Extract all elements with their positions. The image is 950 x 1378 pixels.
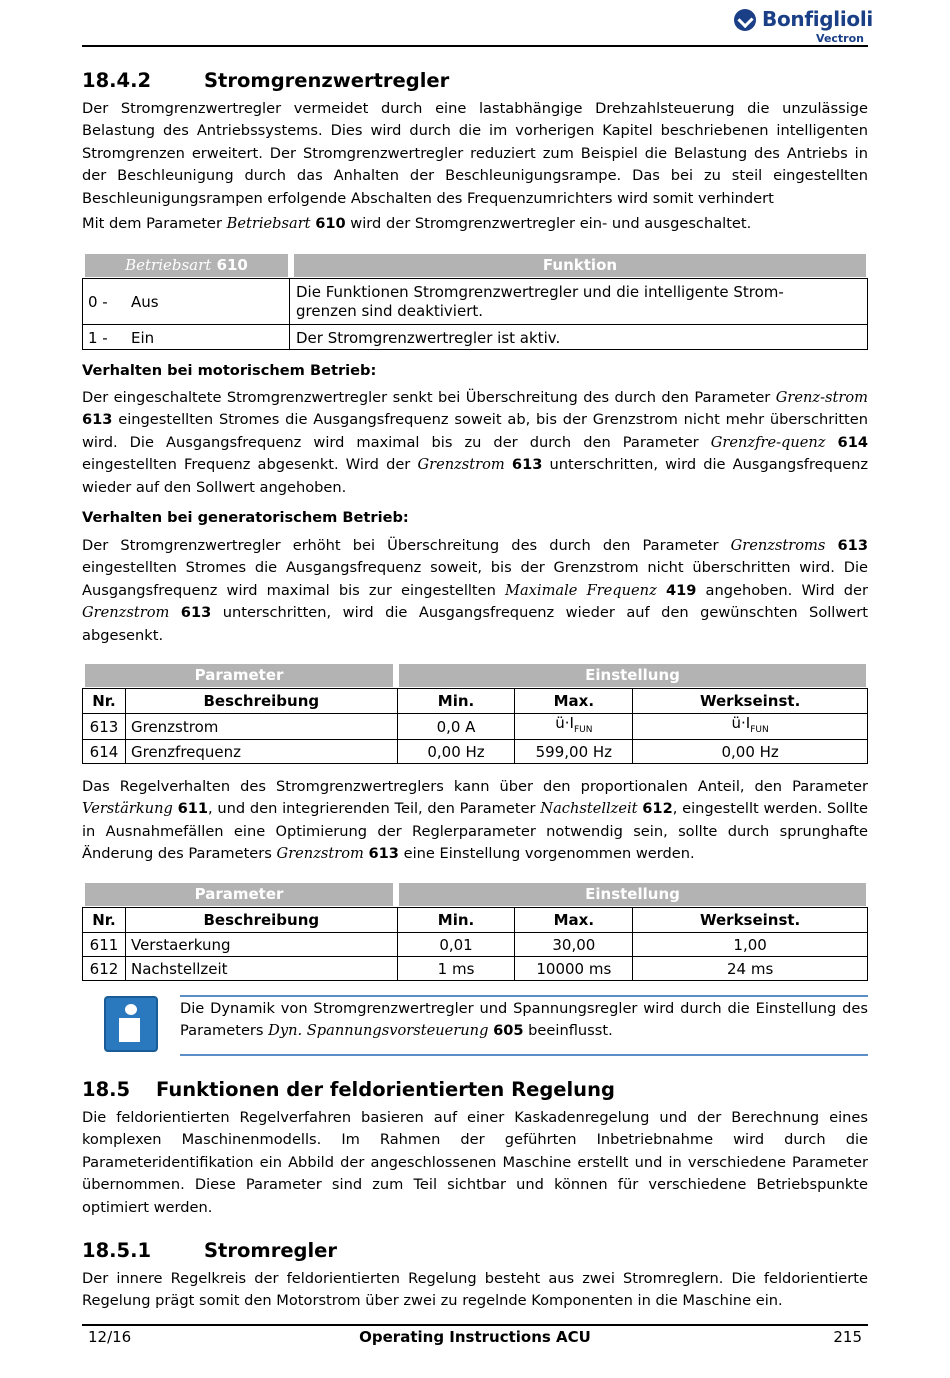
section-heading-18-4-2: [82, 69, 449, 92]
section-18-5-1-paragraph: Der innere Regelkreis der feldorientierten Regelung besteht aus zwei Stromreglern. Die feldorientierte Regelung prägt somit den Motorstrom über zwei zu regelnde Komponenten in die Maschine ein.: [82, 1270, 868, 1310]
logo-brand-name: Bonfiglioli: [762, 7, 873, 31]
table-row: [83, 740, 868, 764]
param-line-pre: Mit dem Parameter: [82, 215, 227, 232]
mode-row-1-code: 1 -: [88, 329, 108, 347]
cell-default: $ü\cdot I_{FUN}$: [633, 714, 868, 740]
section-title: Stromregler: [204, 1239, 338, 1262]
mode-row-1-label: Ein: [131, 329, 155, 347]
cell-nr: 614: [83, 740, 126, 764]
param-line: [82, 213, 868, 235]
cell-min: 0,01: [397, 933, 515, 957]
cell-default: 0,00 Hz: [633, 740, 868, 764]
cell-desc: Grenzfrequenz: [125, 740, 397, 764]
logo-sub-brand: Vectron: [816, 32, 864, 45]
mode-table-header-left: [85, 254, 288, 277]
col-max: Max.: [515, 689, 633, 714]
info-top-rule: [180, 995, 868, 997]
col-nr: Nr.: [83, 908, 126, 933]
cell-min: 0,0 A: [397, 714, 515, 740]
header-param-name: Betriebsart: [125, 256, 212, 274]
param-table-2: [82, 907, 868, 981]
table-row: [83, 933, 868, 957]
param-line-post: wird der Stromgrenzwertregler ein- und ausgeschaltet.: [345, 215, 752, 232]
cell-min: 1 ms: [397, 957, 515, 981]
footer-date: 12/16: [88, 1328, 132, 1346]
info-note-text: Die Dynamik von Stromgrenzwertregler und Spannungsregler wird durch die Einstellung des Parameters Dyn. Spannungsvorsteuerung 605 beeinflusst.: [180, 1000, 868, 1040]
col-werkseinst: Werkseinst.: [633, 908, 868, 933]
cell-nr: 612: [83, 957, 126, 981]
mode-table-header-right: Funktion: [294, 254, 866, 277]
footer-page-number: 215: [833, 1328, 862, 1346]
section-18-5-paragraph: Die feldorientierten Regelverfahren basieren auf einer Kaskadenregelung und der Berechnung eines komplexen Maschinenmodells. Im Rahmen der geführten Inbetriebnahme wird durch die Parameteridentifikation ein Abbild der angeschlossenen Maschine erstellt und in verschiedene Parameter übernommen. Diese Parameter sind zum Teil sichtbar und können für verschiedene Betriebspunkte optimiert werden.: [82, 1109, 868, 1216]
cell-default: 24 ms: [633, 957, 868, 981]
footer-title: Operating Instructions ACU: [359, 1328, 591, 1346]
info-bottom-rule: [180, 1054, 868, 1056]
motor-paragraph: Der eingeschaltete Stromgrenzwertregler senkt bei Überschreitung des durch den Parameter Grenz-strom 613 eingestellten Stromes die Ausgangsfrequenz soweit ab, bis der Grenzstrom nicht mehr überschritten wird. Die Ausgangsfrequenz wird maximal bis zu der durch den Parameter Grenzfre-quenz 614 eingestellten Frequenz abgesenkt. Wird der Grenzstrom 613 unterschritten, wird die Ausgangsfrequenz wieder auf den Sollwert angehoben.: [82, 389, 869, 496]
cell-max: $ü\cdot I_{FUN}$: [515, 714, 633, 740]
cell-min: 0,00 Hz: [397, 740, 515, 764]
param-table-2-group-left: Parameter: [85, 883, 393, 906]
param-name: Betriebsart: [226, 215, 311, 232]
mode-row-0-code: 0 -: [88, 293, 108, 311]
intro-paragraph: Der Stromgrenzwertregler vermeidet durch eine lastabhängige Drehzahlsteuerung die unzulässige Belastung des Antriebssystems. Dies wird durch die im vorherigen Kapitel beschriebenen intelligenten Stromgrenzen erweitert. Der Stromgrenzwertregler reduziert zum Beispiel die Belastung des Antriebs in der Beschleunigung durch das Anhalten der Beschleunigungsrampe. Das bei zu steil eingestellten Beschleunigungsrampen erfolgende Abschalten des Frequenzumrichters wird somit verhindert: [82, 100, 868, 207]
section-title: Stromgrenzwertregler: [204, 69, 450, 92]
cell-default: 1,00: [633, 933, 868, 957]
cell-max: 10000 ms: [515, 957, 633, 981]
param-number: 610: [315, 215, 346, 232]
col-beschreibung: Beschreibung: [125, 689, 397, 714]
regel-paragraph: Das Regelverhalten des Stromgrenzwertreglers kann über den proportionalen Anteil, den Parameter Verstärkung 611, und den integrierenden Teil, den Parameter Nachstellzeit 612, eingestellt werden. Sollte in Ausnahmefällen eine Optimierung der Reglerparameter notwendig sein, sollte durch sprunghafte Änderung des Parameters Grenzstrom 613 eine Einstellung vorgenommen werden.: [82, 778, 869, 863]
col-werkseinst: Werkseinst.: [633, 689, 868, 714]
param-table-1-group-left: Parameter: [85, 664, 393, 687]
cell-nr: 613: [83, 714, 126, 740]
cell-max: 599,00 Hz: [515, 740, 633, 764]
param-table-1: [82, 688, 868, 764]
section-heading-18-5: [82, 1078, 615, 1101]
motor-heading: Verhalten bei motorischem Betrieb:: [82, 362, 377, 379]
cell-desc: Verstaerkung: [125, 933, 397, 957]
section-heading-18-5-1: [82, 1239, 337, 1262]
mode-row-0-desc-line2: grenzen sind deaktiviert.: [296, 302, 484, 320]
generator-paragraph: Der Stromgrenzwertregler erhöht bei Überschreitung des durch den Parameter Grenzstroms 613 eingestellten Stromes die Ausgangsfrequenz soweit, bis der Grenzstrom nicht überschritten wird. Die Ausgangsfrequenz wird maximal bis zur eingestellten Maximale Frequenz 419 angehoben. Wird der Grenzstrom 613 unterschritten, wird die Ausgangsfrequenz wieder auf den gewünschten Sollwert abgesenkt.: [82, 537, 869, 644]
col-min: Min.: [397, 689, 515, 714]
info-icon: [104, 996, 158, 1052]
generator-heading: Verhalten bei generatorischem Betrieb:: [82, 509, 409, 526]
cell-nr: 611: [83, 933, 126, 957]
col-beschreibung: Beschreibung: [125, 908, 397, 933]
col-min: Min.: [397, 908, 515, 933]
param-table-2-group-right: Einstellung: [399, 883, 866, 906]
mode-row-0-desc-line1: Die Funktionen Stromgrenzwertregler und die intelligente Strom-: [296, 283, 784, 301]
mode-row-1-desc: Der Stromgrenzwertregler ist aktiv.: [296, 329, 561, 347]
param-table-1-group-right: Einstellung: [399, 664, 866, 687]
cell-desc: Nachstellzeit: [125, 957, 397, 981]
document-page: [82, 0, 868, 1378]
mode-table: [82, 278, 868, 350]
footer-rule: [82, 1324, 868, 1326]
table-row: [83, 957, 868, 981]
mode-row-0-desc: [296, 283, 784, 321]
section-title: Funktionen der feldorientierten Regelung: [156, 1078, 615, 1101]
cell-max: 30,00: [515, 933, 633, 957]
section-number: 18.5.1: [82, 1239, 152, 1262]
col-max: Max.: [515, 908, 633, 933]
mode-row-0-label: Aus: [131, 293, 159, 311]
cell-desc: Grenzstrom: [125, 714, 397, 740]
col-nr: Nr.: [83, 689, 126, 714]
header-param-no: 610: [216, 256, 248, 274]
section-number: 18.5: [82, 1078, 131, 1101]
section-number: 18.4.2: [82, 69, 152, 92]
table-row: [83, 714, 868, 740]
